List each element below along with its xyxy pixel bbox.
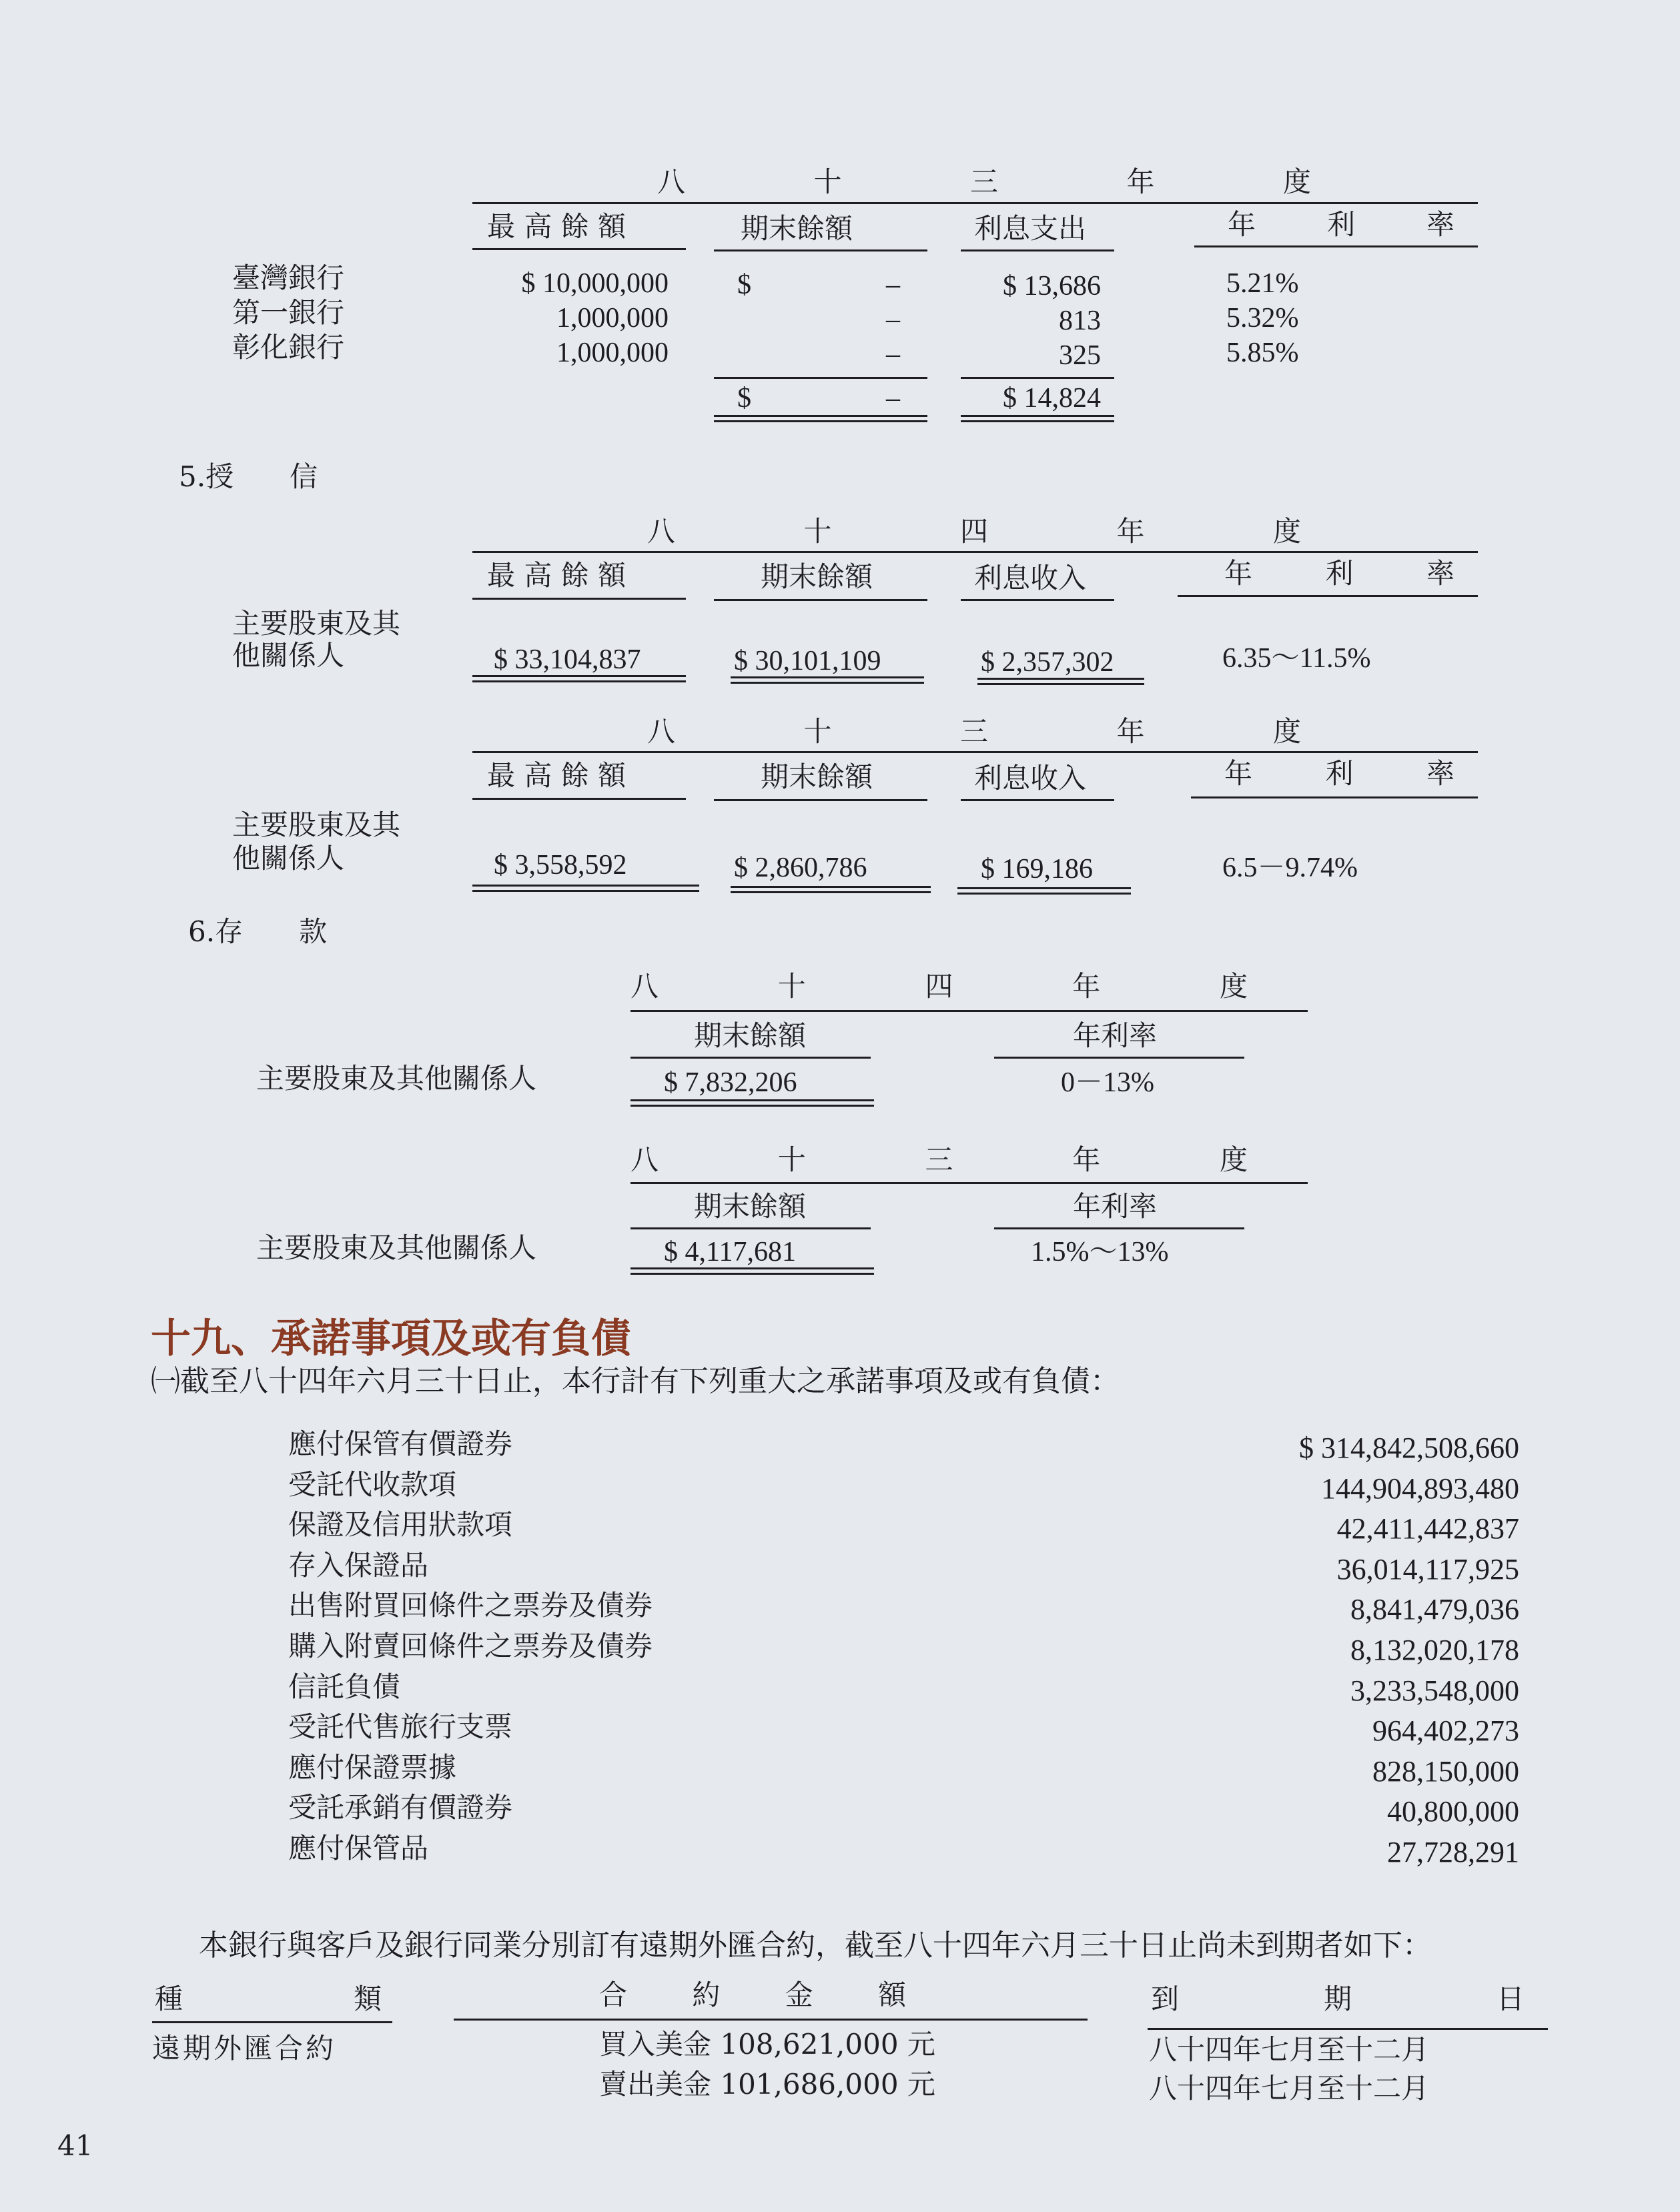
rule bbox=[472, 751, 1478, 753]
double-rule bbox=[957, 887, 1131, 895]
row-name: 臺灣銀行 bbox=[232, 261, 345, 294]
credit-83-max: $ 3,558,592 bbox=[494, 850, 627, 881]
row-label: 他關係人 bbox=[232, 639, 345, 672]
row-end-symbol: $ bbox=[737, 269, 751, 300]
year-heading-83-deposit: 八 十 三 年 度 bbox=[631, 1143, 1248, 1176]
commitment-row bbox=[288, 1670, 1519, 1711]
double-rule bbox=[977, 678, 1144, 685]
commitment-label: 出售附買回條件之票券及債券 bbox=[288, 1589, 653, 1622]
commitment-amount: 8,841,479,036 bbox=[1350, 1593, 1519, 1626]
rule bbox=[1148, 2028, 1548, 2030]
rule bbox=[994, 1227, 1244, 1229]
commitment-amount: 8,132,020,178 bbox=[1350, 1633, 1519, 1666]
commitment-label: 信託負債 bbox=[288, 1670, 401, 1703]
row-end: – bbox=[886, 339, 900, 370]
col-header-rate: 年利率 bbox=[1073, 1190, 1158, 1223]
forward-sell-date: 八十四年七月至十二月 bbox=[1149, 2072, 1430, 2105]
section-19-intro: ㈠截至八十四年六月三十日止，本行計有下列重大之承諾事項及或有負債： bbox=[151, 1364, 1120, 1398]
commitment-label: 應付保管品 bbox=[288, 1831, 429, 1864]
row-label: 主要股東及其 bbox=[232, 607, 401, 640]
rule bbox=[961, 249, 1114, 251]
deposit-83-end: $ 4,117,681 bbox=[664, 1237, 796, 1267]
double-rule bbox=[731, 886, 931, 893]
rule bbox=[714, 599, 927, 601]
rule bbox=[631, 1057, 871, 1059]
rule bbox=[472, 202, 1478, 204]
commitment-label: 存入保證品 bbox=[288, 1548, 429, 1582]
year-heading-84-credit: 八 十 四 年 度 bbox=[647, 515, 1301, 548]
commitments-list bbox=[288, 1428, 1519, 1872]
row-max: $ 10,000,000 bbox=[521, 268, 669, 299]
deposit-84-rate: 0－13% bbox=[1061, 1067, 1154, 1098]
rule bbox=[472, 248, 686, 250]
rule bbox=[961, 799, 1114, 801]
row-end: – bbox=[886, 269, 900, 300]
rule bbox=[472, 798, 686, 800]
col-header-end-balance: 期末餘額 bbox=[761, 760, 873, 793]
col-header-rate: 年 利 率 bbox=[1224, 757, 1454, 790]
year-heading-83-credit: 八 十 三 年 度 bbox=[647, 715, 1301, 748]
commitment-row bbox=[288, 1791, 1519, 1832]
double-rule bbox=[472, 675, 686, 682]
rule bbox=[152, 2021, 392, 2023]
commitment-row bbox=[288, 1589, 1519, 1630]
commitment-label: 應付保管有價證券 bbox=[288, 1428, 513, 1460]
forward-sell: 賣出美金 101,686,000 元 bbox=[599, 2068, 935, 2101]
commitment-row bbox=[288, 1468, 1519, 1509]
total-end: – bbox=[886, 383, 900, 414]
row-interest: $ 13,686 bbox=[1003, 271, 1101, 302]
commitment-amount: 27,728,291 bbox=[1387, 1835, 1519, 1868]
row-rate: 5.32% bbox=[1226, 303, 1299, 334]
rule bbox=[1191, 796, 1478, 798]
forward-buy-date: 八十四年七月至十二月 bbox=[1149, 2033, 1430, 2066]
col-header-rate: 年利率 bbox=[1073, 1019, 1158, 1052]
commitment-amount: 42,411,442,837 bbox=[1336, 1512, 1519, 1546]
row-end: – bbox=[886, 304, 900, 335]
deposit-84-end: $ 7,832,206 bbox=[664, 1067, 797, 1098]
commitment-amount: $ 314,842,508,660 bbox=[1299, 1432, 1519, 1464]
commitment-row bbox=[288, 1630, 1519, 1670]
col-header-max-balance: 最 高 餘 額 bbox=[487, 559, 626, 592]
col-header-date: 到 期 日 bbox=[1151, 1983, 1525, 2015]
forward-buy: 買入美金 108,621,000 元 bbox=[599, 2028, 935, 2061]
col-header-interest: 利息收入 bbox=[974, 562, 1087, 594]
year-heading-83-a: 八 十 三 年 度 bbox=[657, 165, 1311, 198]
commitment-label: 應付保證票據 bbox=[288, 1750, 457, 1784]
rule bbox=[472, 551, 1478, 553]
commitment-label: 受託代售旅行支票 bbox=[288, 1710, 513, 1744]
rule bbox=[961, 377, 1114, 379]
rule bbox=[714, 799, 927, 801]
col-header-rate: 年 利 率 bbox=[1228, 208, 1454, 241]
row-name: 第一銀行 bbox=[232, 296, 345, 329]
row-max: 1,000,000 bbox=[556, 303, 669, 334]
commitment-row bbox=[288, 1751, 1519, 1792]
commitment-amount: 36,014,117,925 bbox=[1336, 1552, 1519, 1586]
rule bbox=[714, 377, 927, 379]
commitment-row bbox=[288, 1549, 1519, 1590]
rule bbox=[1178, 595, 1478, 597]
col-header-max-balance: 最 高 餘 額 bbox=[487, 210, 626, 243]
credit-84-rate: 6.35～11.5% bbox=[1222, 643, 1371, 674]
credit-83-rate: 6.5－9.74% bbox=[1222, 853, 1358, 883]
col-header-interest: 利息收入 bbox=[974, 762, 1087, 794]
col-header-rate: 年 利 率 bbox=[1224, 557, 1454, 590]
rule bbox=[994, 1057, 1244, 1059]
row-label: 主要股東及其 bbox=[232, 808, 401, 841]
commitment-label: 受託承銷有價證券 bbox=[288, 1791, 513, 1824]
col-header-end-balance: 期末餘額 bbox=[741, 212, 853, 245]
col-header-end-balance: 期末餘額 bbox=[761, 560, 873, 593]
rule bbox=[631, 1010, 1308, 1012]
section-19-title: 十九、承諾事項及或有負債 bbox=[151, 1315, 631, 1362]
col-header-interest: 利息支出 bbox=[974, 212, 1087, 245]
rule bbox=[1194, 245, 1478, 247]
total-end-symbol: $ bbox=[737, 383, 751, 414]
row-rate: 5.85% bbox=[1226, 338, 1299, 368]
row-max: 1,000,000 bbox=[556, 338, 669, 368]
commitments-container bbox=[288, 1428, 1519, 1872]
credit-84-max: $ 33,104,837 bbox=[494, 644, 641, 675]
rule bbox=[714, 249, 927, 251]
credit-83-end: $ 2,860,786 bbox=[734, 853, 867, 883]
rule bbox=[961, 599, 1114, 601]
credit-84-interest: $ 2,357,302 bbox=[981, 647, 1114, 678]
col-header-end-balance: 期末餘額 bbox=[694, 1019, 807, 1052]
commitment-amount: 40,800,000 bbox=[1387, 1795, 1519, 1828]
section-6-label: 6.存 款 bbox=[188, 915, 328, 948]
commitment-label: 購入附賣回條件之票券及債券 bbox=[288, 1629, 653, 1662]
total-interest: $ 14,824 bbox=[1003, 383, 1101, 414]
row-rate: 5.21% bbox=[1226, 268, 1299, 299]
double-rule bbox=[631, 1267, 874, 1275]
row-interest: 325 bbox=[1059, 340, 1101, 371]
commitment-amount: 828,150,000 bbox=[1372, 1754, 1519, 1788]
credit-83-interest: $ 169,186 bbox=[981, 854, 1093, 885]
forward-paragraph: 本銀行與客戶及銀行同業分別訂有遠期外匯合約，截至八十四年六月三十日止尚未到期者如下： bbox=[199, 1928, 1432, 1963]
double-rule bbox=[731, 676, 924, 684]
double-rule bbox=[472, 885, 699, 892]
double-rule bbox=[631, 1099, 874, 1107]
deposit-83-rate: 1.5%～13% bbox=[1031, 1237, 1169, 1267]
double-rule bbox=[714, 415, 927, 422]
col-header-max-balance: 最 高 餘 額 bbox=[487, 759, 626, 792]
row-name: 彰化銀行 bbox=[232, 331, 345, 364]
commitment-label: 受託代收款項 bbox=[288, 1468, 457, 1501]
commitment-row bbox=[288, 1508, 1519, 1549]
commitment-row bbox=[288, 1710, 1519, 1751]
double-rule bbox=[961, 415, 1114, 422]
col-header-end-balance: 期末餘額 bbox=[694, 1190, 807, 1223]
rule bbox=[454, 2019, 1088, 2021]
col-header-type: 種 類 bbox=[155, 1983, 382, 2015]
rule bbox=[631, 1182, 1308, 1184]
commitment-amount: 3,233,548,000 bbox=[1350, 1674, 1519, 1707]
col-header-amount: 合 約 金 額 bbox=[599, 1979, 906, 2011]
commitment-row bbox=[288, 1428, 1519, 1468]
row-label: 主要股東及其他關係人 bbox=[256, 1231, 537, 1264]
forward-row-type: 遠期外匯合約 bbox=[152, 2032, 337, 2065]
year-heading-84-deposit: 八 十 四 年 度 bbox=[631, 970, 1248, 1003]
rule bbox=[631, 1227, 871, 1229]
page-number: 41 bbox=[57, 2129, 93, 2162]
credit-84-end: $ 30,101,109 bbox=[734, 646, 881, 676]
row-label: 他關係人 bbox=[232, 842, 345, 875]
commitment-amount: 144,904,893,480 bbox=[1321, 1472, 1519, 1505]
commitment-row bbox=[288, 1832, 1519, 1872]
row-interest: 813 bbox=[1059, 306, 1101, 336]
row-label: 主要股東及其他關係人 bbox=[256, 1062, 537, 1095]
section-5-label: 5.授 信 bbox=[179, 460, 318, 493]
commitment-amount: 964,402,273 bbox=[1372, 1714, 1519, 1748]
commitment-label: 保證及信用狀款項 bbox=[288, 1508, 513, 1542]
rule bbox=[472, 598, 686, 600]
